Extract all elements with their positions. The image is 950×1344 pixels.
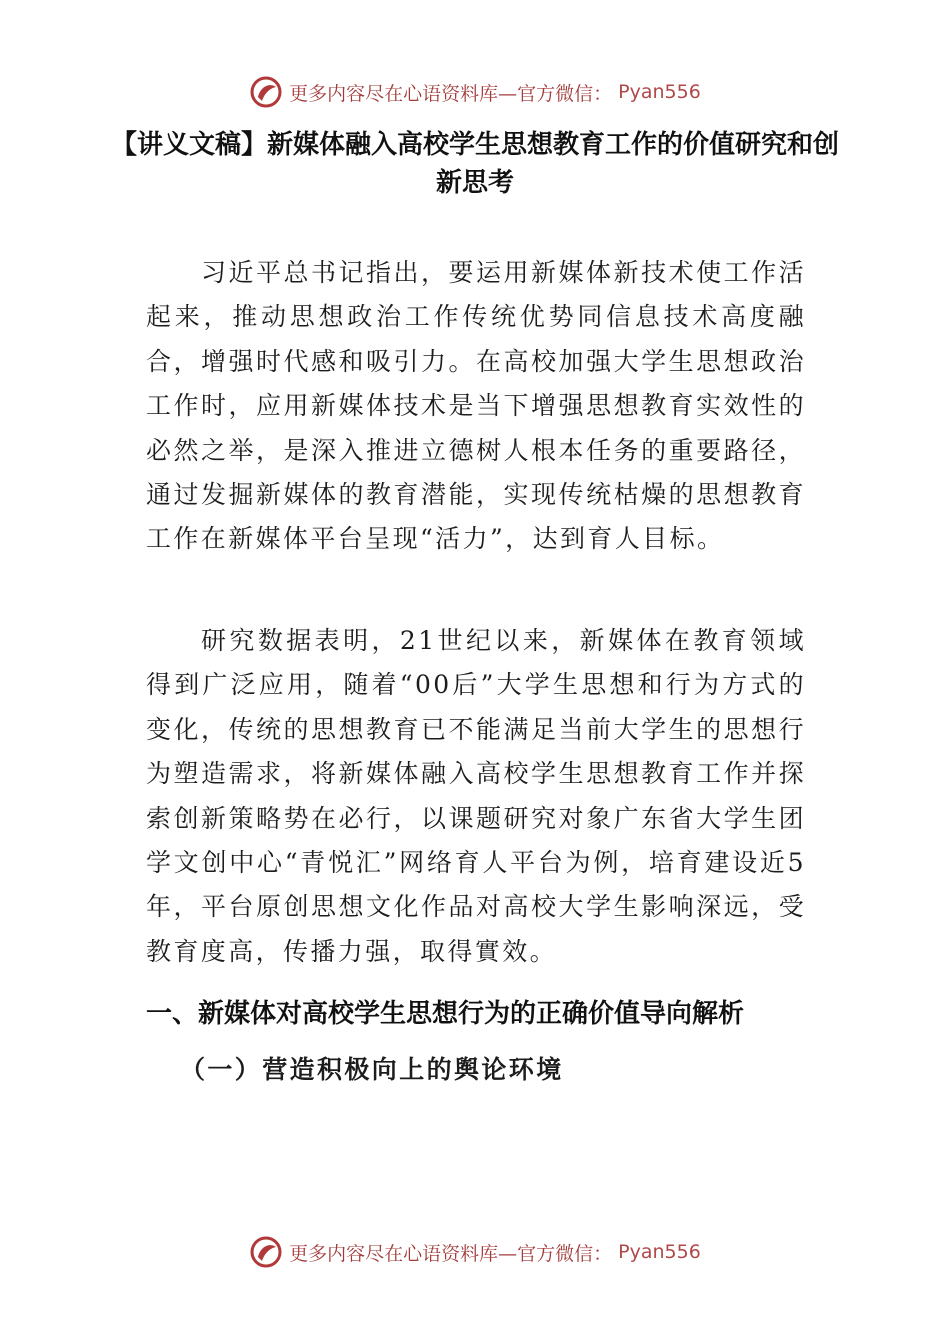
logo-icon bbox=[249, 1235, 283, 1269]
body-paragraph-2: 研究数据表明，21世纪以来，新媒体在教育领域得到广泛应用，随着“00后”大学生思想和行为方式的变化，传统的思想教育已不能满足当前大学生的思想行为塑造需求，将新媒体融入高校学生思想教育工作并探索创新策略势在必行，以课题研究对象广东省大学生团学文创中心“青悦汇”网络育人平台为例，培育建设近5年，平台原创思想文化作品对高校大学生影响深远，受教育度高，传播力强，取得實效。 bbox=[146, 626, 806, 966]
watermark-header bbox=[0, 72, 950, 112]
watermark-text: 更多内容尽在心语资料库—官方微信： bbox=[289, 1242, 613, 1265]
document-title: 【讲义文稿】新媒体融入高校学生思想教育工作的价值研究和创新思考 bbox=[110, 130, 839, 198]
watermark-text: 更多内容尽在心语资料库—官方微信： bbox=[289, 82, 613, 105]
section-heading: 一、新媒体对高校学生思想行为的正确价值导向解析 bbox=[146, 999, 745, 1029]
watermark-wechat-id: Pyan556 bbox=[618, 1241, 701, 1263]
body-paragraph-1: 习近平总书记指出，要运用新媒体新技术使工作活起来，推动思想政治工作传统优势同信息技术高度融合，增强时代感和吸引力。在高校加强大学生思想政治工作时，应用新媒体技术是当下增强思想教育实效性的必然之举，是深入推进立德树人根本任务的重要路径，通过发掘新媒体的教育潜能，实现传统枯燥的思想教育工作在新媒体平台呈现“活力”，达到育人目标。 bbox=[146, 258, 806, 554]
watermark-wechat-id: Pyan556 bbox=[618, 81, 701, 103]
watermark-footer bbox=[0, 1232, 950, 1272]
sub-heading: （一）营造积极向上的舆论环境 bbox=[180, 1055, 564, 1084]
logo-icon bbox=[249, 75, 283, 109]
